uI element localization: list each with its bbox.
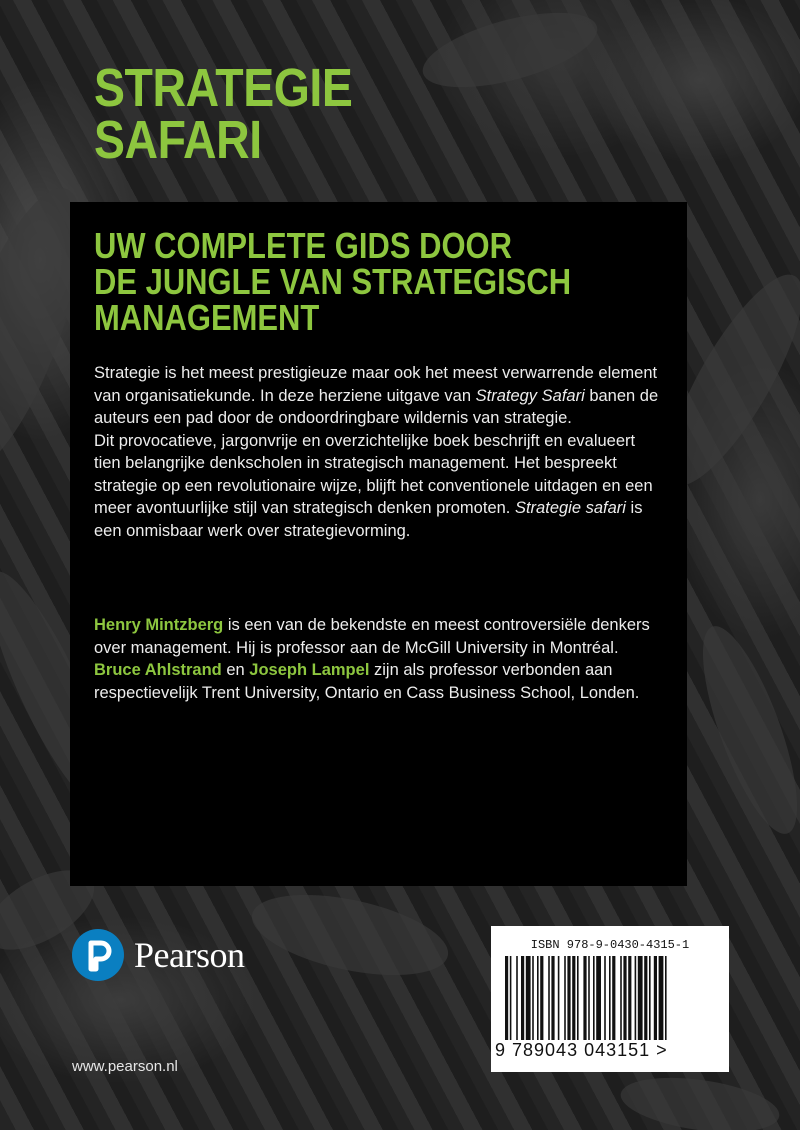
title-line-1: STRATEGIE [94, 58, 353, 118]
barcode-bar [609, 956, 611, 1040]
title-line-2: SAFARI [94, 110, 262, 170]
barcode-bars [505, 956, 715, 1046]
barcode-bar [551, 956, 554, 1040]
barcode-bar [505, 956, 508, 1040]
barcode-bar [649, 956, 651, 1040]
barcode-bar [532, 956, 534, 1040]
publisher-logo [72, 928, 244, 982]
barcode-bar [572, 956, 575, 1040]
barcode-bar [537, 956, 539, 1040]
barcode-bar [564, 956, 566, 1040]
isbn-barcode [491, 926, 729, 1072]
author-bio-text-3: zijn als professor verbonden aan respectievelijk Trent University, Ontario en Cass Business School, Londen. [94, 661, 640, 702]
barcode-bar [623, 956, 626, 1040]
barcode-bar [638, 956, 643, 1040]
barcode-bar [612, 956, 615, 1040]
barcode-bar [620, 956, 622, 1040]
barcode-bar [665, 956, 667, 1040]
barcode-bar [558, 956, 560, 1040]
blurb-paragraph-2 [94, 430, 664, 543]
barcode-bar [577, 956, 579, 1040]
ean-digits: 9 789043 043151 > [495, 1040, 668, 1060]
subtitle-line-3: MANAGEMENT [94, 297, 320, 338]
publisher-url: www.pearson.nl [72, 1058, 178, 1075]
barcode-bar [521, 956, 524, 1040]
barcode-bar [567, 956, 570, 1040]
author-bio-text-2: en [221, 661, 250, 679]
barcode-bar [516, 956, 518, 1040]
barcode-bar [628, 956, 631, 1040]
barcode-bar [593, 956, 595, 1040]
pearson-p-logo-icon [72, 929, 124, 981]
barcode-bar [654, 956, 657, 1040]
blurb-paragraph-1 [94, 362, 664, 430]
barcode-bar [596, 956, 601, 1040]
book-title [94, 58, 438, 170]
publisher-name: Pearson [134, 935, 245, 975]
author-bio [94, 614, 664, 704]
barcode-bar [510, 956, 512, 1040]
blurb-text [94, 362, 664, 542]
author-name-1: Henry Mintzberg [94, 616, 224, 634]
subtitle-line-1: UW COMPLETE GIDS DOOR [94, 225, 512, 266]
barcode-bar [635, 956, 637, 1040]
blurb-p1-text-b: banen de auteurs een pad door de ondoordringbare wildernis van strategie. [94, 386, 659, 427]
barcode-bar [604, 956, 606, 1040]
barcode-bar [526, 956, 531, 1040]
blurb-p2-emphasis: Strategie safari [514, 499, 626, 517]
isbn-label: ISBN 978-9-0430-4315-1 [530, 938, 690, 952]
blurb-p1-emphasis: Strategy Safari [475, 386, 585, 405]
barcode-bar [583, 956, 586, 1040]
barcode-bar [588, 956, 590, 1040]
author-name-2: Bruce Ahlstrand [94, 661, 222, 679]
book-subtitle [94, 225, 644, 338]
barcode-bar [644, 956, 647, 1040]
blurb-p1-text-a: Strategie is het meest prestigieuze maar ook het meest verwarrende element van organisatiekunde. In deze herziene uitgave van [94, 364, 658, 405]
author-name-3: Joseph Lampel [249, 661, 370, 679]
barcode-bar [548, 956, 550, 1040]
barcode-bar [659, 956, 664, 1040]
subtitle-line-2: DE JUNGLE VAN STRATEGISCH [94, 261, 572, 302]
blurb-p2-text-b: is een onmisbaar werk over strategievorming. [94, 499, 643, 540]
blurb-panel [70, 202, 687, 886]
author-bio-text-1: is een van de bekendste en meest controversiële denkers over management. Hij is professor aan de McGill University in Montréal. [94, 616, 650, 657]
barcode-bar [540, 956, 543, 1040]
blurb-p2-text-a: Dit provocatieve, jargonvrije en overzichtelijke boek beschrijft en evalueert tien belangrijke denkscholen in strategisch management. Het bespreekt strategie op een revolutionaire wijze, blijft het conventionele uitdagen en een meer avontuurlijke stijl van strategisch denken promoten. [94, 431, 653, 517]
